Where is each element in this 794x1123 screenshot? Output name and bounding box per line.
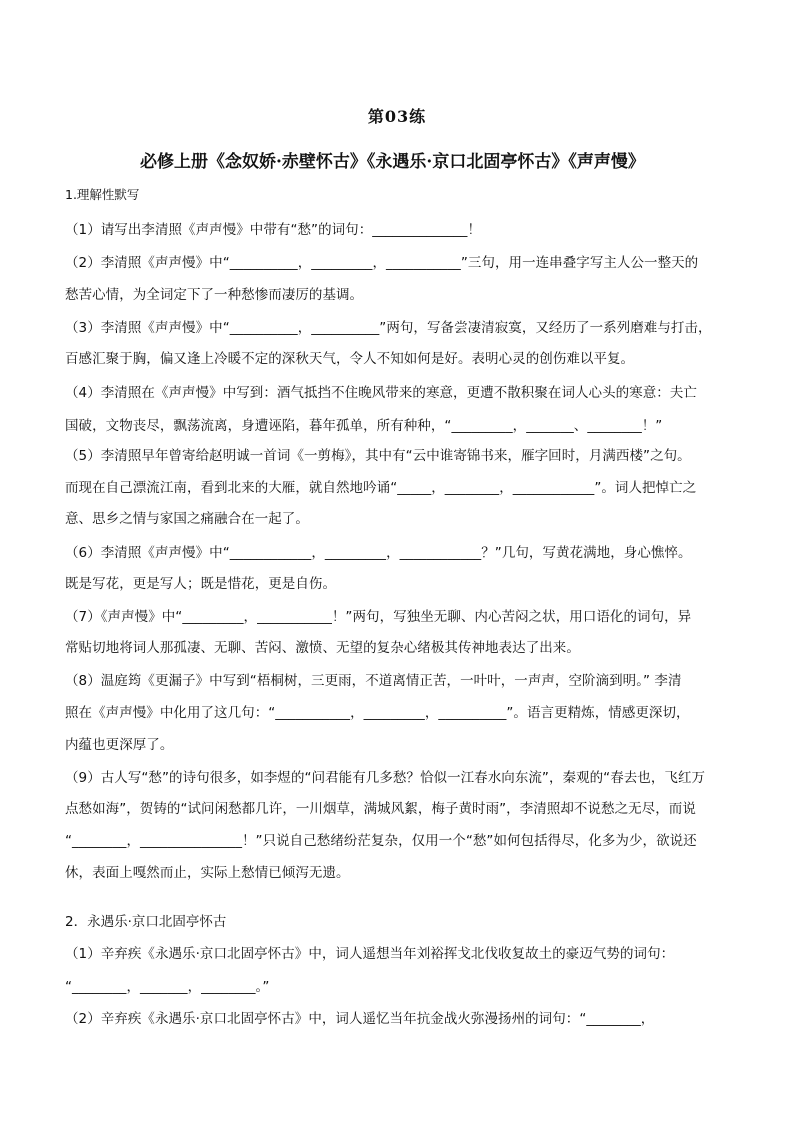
s1-line-19: 点愁如海”，贺铸的“试问闲愁都几许，一川烟草，满城风絮，梅子黄时雨”，李清照却不说愁之无尽，而说 — [65, 801, 696, 817]
s1-line-20: “________，_______________！”只说自己愁绪纷茫复杂，仅用一个“愁”如何包括得尽，化多为少，欲说还 — [65, 833, 697, 849]
s1-line-9: 而现在自己漂流江南，看到北来的大雁，就自然地吟诵“_____，________，____________”。词人把悼亡之 — [65, 480, 697, 496]
s2-line-1: （1）辛弃疾《永遇乐·京口北固亭怀古》中，词人遥想当年刘裕挥戈北伐收复故土的豪迈气势的词句： — [65, 946, 675, 962]
s1-line-14: 常贴切地将词人那孤凄、无聊、苦闷、激愤、无望的复杂心绪极其传神地表达了出来。 — [65, 640, 580, 656]
s1-line-5: 百感汇聚于胸，偏又逢上冷暖不定的深秋天气，令人不知如何是好。表明心灵的创伤难以平复。 — [65, 351, 635, 367]
s1-line-7: 国破，文物丧尽，飘荡流离，身遭诬陷，暮年孤单，所有种种，“_________，_______、________！” — [65, 418, 663, 434]
s1-line-1: （1）请写出李清照《声声慢》中带有“愁”的词句：______________！ — [65, 222, 482, 238]
s1-line-4: （3）李清照《声声慢》中“__________，__________”两句，写备尝凄清寂寞，又经历了一系列磨难与打击， — [65, 320, 712, 336]
s1-line-6: （4）李清照在《声声慢》中写到：酒气抵挡不住晚风带来的寒意，更遭不散积聚在词人心头的寒意：夫亡 — [65, 385, 697, 401]
s1-line-11: （6）李清照《声声慢》中“____________，_________，____________？”几句，写黄花满地，身心憔悴。 — [65, 545, 692, 561]
page-title: 第03练 — [367, 107, 427, 126]
s1-line-2: （2）李清照《声声慢》中“__________，_________，___________”三句，用一连串叠字写主人公一整天的 — [65, 255, 699, 271]
s1-line-12: 既是写花，更是写人；既是惜花，更是自伤。 — [65, 576, 336, 592]
s1-line-10: 意、思乡之情与家国之痛融合在一起了。 — [65, 511, 309, 527]
s1-line-21: 休，表面上嘎然而止，实际上愁情已倾泻无遗。 — [65, 865, 350, 881]
s1-line-18: （9）古人写“愁”的诗句很多，如李煜的“问君能有几多愁？恰似一江春水向东流”，秦观的“春去也，飞红万 — [65, 770, 706, 786]
s1-line-8: （5）李清照早年曾寄给赵明诚一首词《一剪梅》，其中有“云中谁寄锦书来，雁字回时，月满西楼”之句。 — [65, 448, 691, 464]
section-1-heading: 1.理解性默写 — [65, 187, 140, 202]
section-2-heading: 2．永遇乐·京口北固亭怀古 — [65, 914, 227, 930]
s1-line-3: 愁苦心情，为全词定下了一种愁惨而凄厉的基调。 — [65, 287, 364, 303]
page-subtitle: 必修上册《念奴娇·赤壁怀古》《永遇乐·京口北固亭怀古》《声声慢》 — [140, 152, 645, 172]
s2-line-2: “________，_______，________。” — [65, 979, 270, 995]
s1-line-13: （7）《声声慢》中“_________，___________！”两句，写独坐无聊、内心苦闷之状，用口语化的词句，异 — [65, 609, 692, 625]
s1-line-17: 内蕴也更深厚了。 — [65, 737, 174, 753]
s1-line-15: （8）温庭筠《更漏子》中写到“梧桐树，三更雨，不道离情正苦，一叶叶，一声声，空阶滴到明。” 李清 — [65, 673, 682, 689]
s2-line-3: （2）辛弃疾《永遇乐·京口北固亭怀古》中，词人遥忆当年抗金战火弥漫扬州的词句：“________， — [65, 1011, 655, 1027]
s1-line-16: 照在《声声慢》中化用了这几句：“___________，_________，__________”。语言更精炼，情感更深切， — [65, 705, 690, 721]
